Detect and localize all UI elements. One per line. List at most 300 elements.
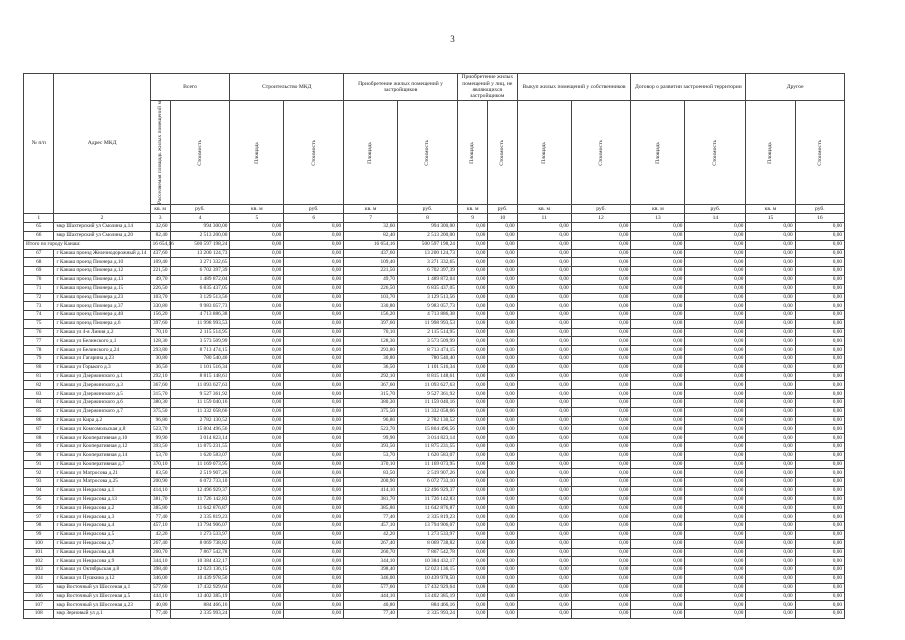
unit-rub: руб. [488, 205, 517, 214]
table-row [24, 355, 845, 364]
header-cost: Стоимость [795, 101, 844, 205]
area-cell: 344,10 [344, 557, 398, 566]
area-cell: 0,00 [631, 407, 685, 416]
cost-cell: 0,00 [685, 399, 746, 408]
cost-cell: 0,00 [571, 275, 631, 284]
cost-cell: 500 597 198,24 [170, 240, 230, 249]
area-cell: 0,00 [457, 328, 487, 337]
area-cell: 0,00 [746, 539, 795, 548]
area-cell: 0,00 [746, 478, 795, 487]
cost-cell: 8 815 148,61 [398, 372, 458, 381]
area-cell: 200,90 [344, 478, 398, 487]
area-cell: 0,00 [457, 381, 487, 390]
area-cell: 0,00 [230, 539, 284, 548]
table-row [24, 372, 845, 381]
row-number: 76 [24, 328, 54, 337]
area-cell: 577,60 [344, 583, 398, 592]
cost-cell: 0,00 [795, 390, 844, 399]
header-other: Другое [746, 74, 845, 101]
cost-cell: 2 335 819,23 [398, 513, 458, 522]
address-cell: г Канаш ул Матросова д.25 [54, 478, 150, 487]
cost-cell: 0,00 [284, 311, 344, 320]
area-cell: 0,00 [230, 399, 284, 408]
column-number: 12 [571, 214, 631, 223]
area-cell: 0,00 [631, 601, 685, 610]
address-cell: г Канаш ул Горького д.3 [54, 363, 150, 372]
area-cell: 0,00 [517, 566, 571, 575]
table-row [24, 311, 845, 320]
area-cell: 226,50 [344, 284, 398, 293]
cost-cell: 0,00 [284, 610, 344, 619]
area-cell: 0,00 [631, 548, 685, 557]
area-cell: 385,80 [344, 504, 398, 513]
cost-cell: 11 642 876,87 [398, 504, 458, 513]
cost-cell: 0,00 [284, 267, 344, 276]
area-cell: 0,00 [230, 601, 284, 610]
cost-cell: 0,00 [488, 399, 517, 408]
area-cell: 0,00 [631, 363, 685, 372]
cost-cell: 0,00 [488, 355, 517, 364]
area-cell: 0,00 [517, 495, 571, 504]
area-cell: 40,80 [150, 601, 170, 610]
address-cell: г Канаш проезд Пионера д.40 [54, 311, 150, 320]
cost-cell: 11 875 231,55 [398, 443, 458, 452]
area-cell: 0,00 [746, 407, 795, 416]
table-row [24, 284, 845, 293]
area-cell: 381,70 [150, 495, 170, 504]
table-row [24, 363, 845, 372]
area-cell: 0,00 [517, 267, 571, 276]
area-cell: 0,00 [746, 399, 795, 408]
address-cell: мкр Зерновый ул д.1 [54, 610, 150, 619]
area-cell: 0,00 [230, 311, 284, 320]
area-cell: 36,50 [344, 363, 398, 372]
address-cell: г Канаш ул Октябрьская д.8 [54, 566, 150, 575]
area-cell: 0,00 [517, 478, 571, 487]
area-cell: 0,00 [230, 284, 284, 293]
area-cell: 0,00 [746, 575, 795, 584]
area-cell: 0,00 [631, 460, 685, 469]
cost-cell: 0,00 [488, 231, 517, 240]
cost-cell: 11 159 040,16 [170, 399, 230, 408]
area-cell: 0,00 [230, 513, 284, 522]
table-row [24, 601, 845, 610]
cost-cell: 0,00 [488, 575, 517, 584]
cost-cell: 9 527 361,92 [170, 390, 230, 399]
column-number: 6 [284, 214, 344, 223]
cost-cell: 0,00 [571, 416, 631, 425]
cost-cell: 3 129 513,56 [398, 293, 458, 302]
area-cell: 0,00 [746, 495, 795, 504]
cost-cell: 0,00 [685, 504, 746, 513]
cost-cell: 0,00 [795, 275, 844, 284]
cost-cell: 0,00 [571, 539, 631, 548]
area-cell: 96,80 [344, 416, 398, 425]
cost-cell: 0,00 [795, 399, 844, 408]
cost-cell: 2 335 819,23 [170, 513, 230, 522]
row-number: 104 [24, 575, 54, 584]
cost-cell: 0,00 [488, 346, 517, 355]
column-number: 11 [517, 214, 571, 223]
cost-cell: 0,00 [488, 425, 517, 434]
area-cell: 53,70 [344, 451, 398, 460]
address-cell: г Канаш ул Некрасова д.7 [54, 539, 150, 548]
cost-cell: 0,00 [284, 478, 344, 487]
area-cell: 0,00 [457, 416, 487, 425]
cost-cell: 11 726 142,83 [398, 495, 458, 504]
cost-cell: 15 804 496,56 [398, 425, 458, 434]
area-cell: 0,00 [517, 328, 571, 337]
area-cell: 0,00 [230, 363, 284, 372]
area-cell: 0,00 [517, 407, 571, 416]
header-area: Площадь [457, 101, 487, 205]
area-cell: 0,00 [746, 267, 795, 276]
cost-cell: 12 023 136,15 [170, 566, 230, 575]
area-cell: 0,00 [631, 513, 685, 522]
area-cell: 0,00 [631, 575, 685, 584]
area-cell: 0,00 [631, 566, 685, 575]
cost-cell: 2 519 907,26 [398, 469, 458, 478]
cost-cell: 0,00 [685, 469, 746, 478]
cost-cell: 0,00 [284, 390, 344, 399]
area-cell: 444,10 [344, 592, 398, 601]
area-cell: 260,70 [150, 548, 170, 557]
cost-cell: 0,00 [488, 478, 517, 487]
area-cell: 0,00 [230, 610, 284, 619]
address-cell: г Канаш ул Кооперативная д.10 [54, 434, 150, 443]
area-cell: 83,50 [344, 469, 398, 478]
area-cell: 0,00 [457, 495, 487, 504]
header-total-area: Расселяемая площадь жилых помещений м [150, 101, 170, 205]
unit-m2: кв. м [457, 205, 487, 214]
cost-cell: 10 439 978,50 [170, 575, 230, 584]
cost-cell: 0,00 [685, 522, 746, 531]
area-cell: 0,00 [746, 434, 795, 443]
cost-cell: 0,00 [795, 504, 844, 513]
area-cell: 0,00 [517, 469, 571, 478]
cost-cell: 884 466,16 [170, 601, 230, 610]
area-cell: 0,00 [230, 390, 284, 399]
area-cell: 292,10 [344, 372, 398, 381]
cost-cell: 0,00 [571, 575, 631, 584]
address-cell: г Канаш ул 4-я Линия д.2 [54, 328, 150, 337]
area-cell: 32,60 [150, 223, 170, 232]
table-row [24, 539, 845, 548]
area-cell: 0,00 [457, 522, 487, 531]
area-cell: 0,00 [230, 346, 284, 355]
cost-cell: 0,00 [685, 267, 746, 276]
cost-cell: 0,00 [795, 548, 844, 557]
area-cell: 0,00 [517, 592, 571, 601]
table-row [24, 293, 845, 302]
address-cell: г Канаш ул Некрасова д.1 [54, 487, 150, 496]
area-cell: 0,00 [457, 460, 487, 469]
table-row [24, 548, 845, 557]
area-cell: 0,00 [230, 460, 284, 469]
address-cell: г Канаш проезд Пионера д.10 [54, 258, 150, 267]
cost-cell: 0,00 [488, 434, 517, 443]
area-cell: 0,00 [517, 240, 571, 249]
header-purchase-non-developers: Приобретение жилых помещений у лиц, не являющихся застройщиком [457, 74, 517, 101]
address-cell: г Канаш ул Комсомольская д.8 [54, 425, 150, 434]
area-cell: 457,10 [344, 522, 398, 531]
summary-row [24, 240, 845, 249]
cost-cell: 0,00 [488, 258, 517, 267]
cost-cell: 0,00 [685, 416, 746, 425]
row-number: 103 [24, 566, 54, 575]
cost-cell: 0,00 [685, 592, 746, 601]
header-cost: Стоимость [488, 101, 517, 205]
cost-cell: 0,00 [795, 363, 844, 372]
cost-cell: 0,00 [284, 399, 344, 408]
cost-cell: 0,00 [795, 372, 844, 381]
cost-cell: 0,00 [284, 557, 344, 566]
area-cell: 0,00 [230, 267, 284, 276]
area-cell: 0,00 [457, 372, 487, 381]
cost-cell: 11 169 073,95 [170, 460, 230, 469]
cost-cell: 0,00 [284, 548, 344, 557]
area-cell: 0,00 [457, 346, 487, 355]
row-number: 73 [24, 302, 54, 311]
area-cell: 0,00 [230, 575, 284, 584]
header-total-cost: Стоимость [170, 101, 230, 205]
cost-cell: 0,00 [571, 390, 631, 399]
cost-cell: 0,00 [488, 583, 517, 592]
cost-cell: 0,00 [571, 284, 631, 293]
cost-cell: 3 573 509,99 [170, 337, 230, 346]
address-cell: г Канаш ул Матросова д.21 [54, 469, 150, 478]
cost-cell: 11 332 058,66 [398, 407, 458, 416]
cost-cell: 6 072 733,10 [398, 478, 458, 487]
row-number: 95 [24, 495, 54, 504]
cost-cell: 9 983 057,73 [398, 302, 458, 311]
area-cell: 0,00 [457, 443, 487, 452]
area-cell: 0,00 [457, 539, 487, 548]
cost-cell: 0,00 [284, 504, 344, 513]
cost-cell: 0,00 [571, 407, 631, 416]
table-row [24, 390, 845, 399]
address-cell: г Канаш ул Некрасова д.8 [54, 548, 150, 557]
area-cell: 0,00 [746, 231, 795, 240]
cost-cell: 0,00 [488, 522, 517, 531]
area-cell: 0,00 [631, 284, 685, 293]
cost-cell: 0,00 [284, 522, 344, 531]
cost-cell: 0,00 [795, 451, 844, 460]
area-cell: 0,00 [457, 231, 487, 240]
cost-cell: 0,00 [685, 407, 746, 416]
area-cell: 0,00 [457, 531, 487, 540]
cost-cell: 0,00 [284, 416, 344, 425]
cost-cell: 0,00 [284, 443, 344, 452]
area-cell: 397,60 [344, 319, 398, 328]
cost-cell: 11 332 058,66 [170, 407, 230, 416]
area-cell: 0,00 [517, 610, 571, 619]
area-cell: 0,00 [631, 223, 685, 232]
row-number: 79 [24, 355, 54, 364]
cost-cell: 0,00 [795, 337, 844, 346]
cost-cell: 17 432 929,64 [170, 583, 230, 592]
cost-cell: 0,00 [795, 469, 844, 478]
area-cell: 0,00 [457, 284, 487, 293]
area-cell: 0,00 [746, 346, 795, 355]
cost-cell: 0,00 [795, 284, 844, 293]
cost-cell: 0,00 [488, 240, 517, 249]
cost-cell: 0,00 [795, 443, 844, 452]
area-cell: 0,00 [746, 504, 795, 513]
cost-cell: 0,00 [571, 460, 631, 469]
cost-cell: 0,00 [488, 451, 517, 460]
area-cell: 40,80 [344, 601, 398, 610]
column-number: 9 [457, 214, 487, 223]
table-row [24, 443, 845, 452]
area-cell: 0,00 [517, 451, 571, 460]
address-cell: г Канаш ул Кооперативная д.12 [54, 443, 150, 452]
cost-cell: 0,00 [488, 363, 517, 372]
area-cell: 0,00 [631, 416, 685, 425]
table-row [24, 487, 845, 496]
area-cell: 0,00 [517, 381, 571, 390]
area-cell: 0,00 [230, 337, 284, 346]
area-cell: 96,80 [150, 416, 170, 425]
cost-cell: 0,00 [571, 469, 631, 478]
cost-cell: 0,00 [795, 249, 844, 258]
area-cell: 293,80 [150, 346, 170, 355]
row-number: 108 [24, 610, 54, 619]
area-cell: 0,00 [746, 610, 795, 619]
area-cell: 109,40 [344, 258, 398, 267]
unit-m2: кв. м [150, 205, 170, 214]
header-area: Площадь [631, 101, 685, 205]
area-cell: 292,10 [150, 372, 170, 381]
area-cell: 0,00 [746, 522, 795, 531]
unit-rub: руб. [685, 205, 746, 214]
cost-cell: 15 804 496,56 [170, 425, 230, 434]
area-cell: 0,00 [746, 451, 795, 460]
row-number: 90 [24, 451, 54, 460]
area-cell: 0,00 [517, 504, 571, 513]
cost-cell: 0,00 [685, 425, 746, 434]
cost-cell: 0,00 [488, 539, 517, 548]
cost-cell: 6 072 733,10 [170, 478, 230, 487]
cost-cell: 3 271 332,65 [398, 258, 458, 267]
address-cell: г Канаш ул Дзержинского д.7 [54, 407, 150, 416]
address-cell: г Канаш проезд Пионера д.23 [54, 293, 150, 302]
unit-m2: кв. м [746, 205, 795, 214]
table-row [24, 258, 845, 267]
cost-cell: 10 439 978,50 [398, 575, 458, 584]
area-cell: 293,80 [344, 346, 398, 355]
area-cell: 0,00 [517, 460, 571, 469]
area-cell: 0,00 [457, 223, 487, 232]
cost-cell: 780 540,40 [170, 355, 230, 364]
area-cell: 0,00 [230, 469, 284, 478]
cost-cell: 0,00 [685, 372, 746, 381]
area-cell: 0,00 [230, 240, 284, 249]
cost-cell: 11 093 627,63 [398, 381, 458, 390]
cost-cell: 0,00 [795, 522, 844, 531]
cost-cell: 13 402 385,19 [398, 592, 458, 601]
cost-cell: 0,00 [795, 416, 844, 425]
area-cell: 315,70 [150, 390, 170, 399]
area-cell: 0,00 [631, 390, 685, 399]
area-cell: 385,80 [150, 504, 170, 513]
area-cell: 0,00 [230, 434, 284, 443]
area-cell: 0,00 [746, 363, 795, 372]
cost-cell: 0,00 [488, 302, 517, 311]
header-area: Площадь [344, 101, 398, 205]
cost-cell: 0,00 [571, 513, 631, 522]
area-cell: 444,10 [150, 592, 170, 601]
row-number: 83 [24, 390, 54, 399]
area-cell: 99,90 [150, 434, 170, 443]
row-number: 65 [24, 223, 54, 232]
cost-cell: 0,00 [571, 302, 631, 311]
cost-cell: 0,00 [488, 460, 517, 469]
area-cell: 370,10 [344, 460, 398, 469]
cost-cell: 0,00 [488, 487, 517, 496]
row-number: 99 [24, 531, 54, 540]
cost-cell: 7 867 542,78 [398, 548, 458, 557]
column-number: 7 [344, 214, 398, 223]
cost-cell: 0,00 [571, 293, 631, 302]
area-cell: 0,00 [457, 311, 487, 320]
cost-cell: 0,00 [571, 337, 631, 346]
column-number: 2 [54, 214, 150, 223]
cost-cell: 0,00 [571, 610, 631, 619]
cost-cell: 0,00 [284, 407, 344, 416]
cost-cell: 0,00 [795, 434, 844, 443]
row-number: 98 [24, 522, 54, 531]
area-cell: 0,00 [230, 258, 284, 267]
row-number: 89 [24, 443, 54, 452]
cost-cell: 0,00 [488, 504, 517, 513]
area-cell: 0,00 [746, 443, 795, 452]
cost-cell: 0,00 [488, 557, 517, 566]
area-cell: 49,70 [150, 275, 170, 284]
area-cell: 0,00 [746, 487, 795, 496]
row-number: 69 [24, 267, 54, 276]
table-body [24, 223, 845, 619]
area-cell: 0,00 [230, 487, 284, 496]
address-cell: г Канаш ул Дзержинского д.5 [54, 390, 150, 399]
cost-cell: 0,00 [284, 513, 344, 522]
unit-rub: руб. [795, 205, 844, 214]
area-cell: 49,70 [344, 275, 398, 284]
cost-cell: 0,00 [571, 328, 631, 337]
address-cell: г Канаш ул Некрасова д.2 [54, 504, 150, 513]
cost-cell: 6 835 437,05 [170, 284, 230, 293]
area-cell: 0,00 [230, 548, 284, 557]
unit-rub: руб. [571, 205, 631, 214]
cost-cell: 0,00 [685, 575, 746, 584]
address-cell: мкр Шахтерский ул Смолина д.20 [54, 231, 150, 240]
cost-cell: 0,00 [685, 566, 746, 575]
cost-cell: 0,00 [795, 539, 844, 548]
area-cell: 330,80 [344, 302, 398, 311]
cost-cell: 3 271 332,65 [170, 258, 230, 267]
area-cell: 0,00 [631, 267, 685, 276]
area-cell: 0,00 [230, 443, 284, 452]
cost-cell: 8 713 474,15 [170, 346, 230, 355]
cost-cell: 0,00 [571, 223, 631, 232]
cost-cell: 2 115 514,95 [398, 328, 458, 337]
area-cell: 0,00 [631, 381, 685, 390]
table-row [24, 478, 845, 487]
area-cell: 260,70 [344, 548, 398, 557]
area-cell: 0,00 [631, 592, 685, 601]
area-cell: 0,00 [230, 504, 284, 513]
area-cell: 0,00 [631, 240, 685, 249]
